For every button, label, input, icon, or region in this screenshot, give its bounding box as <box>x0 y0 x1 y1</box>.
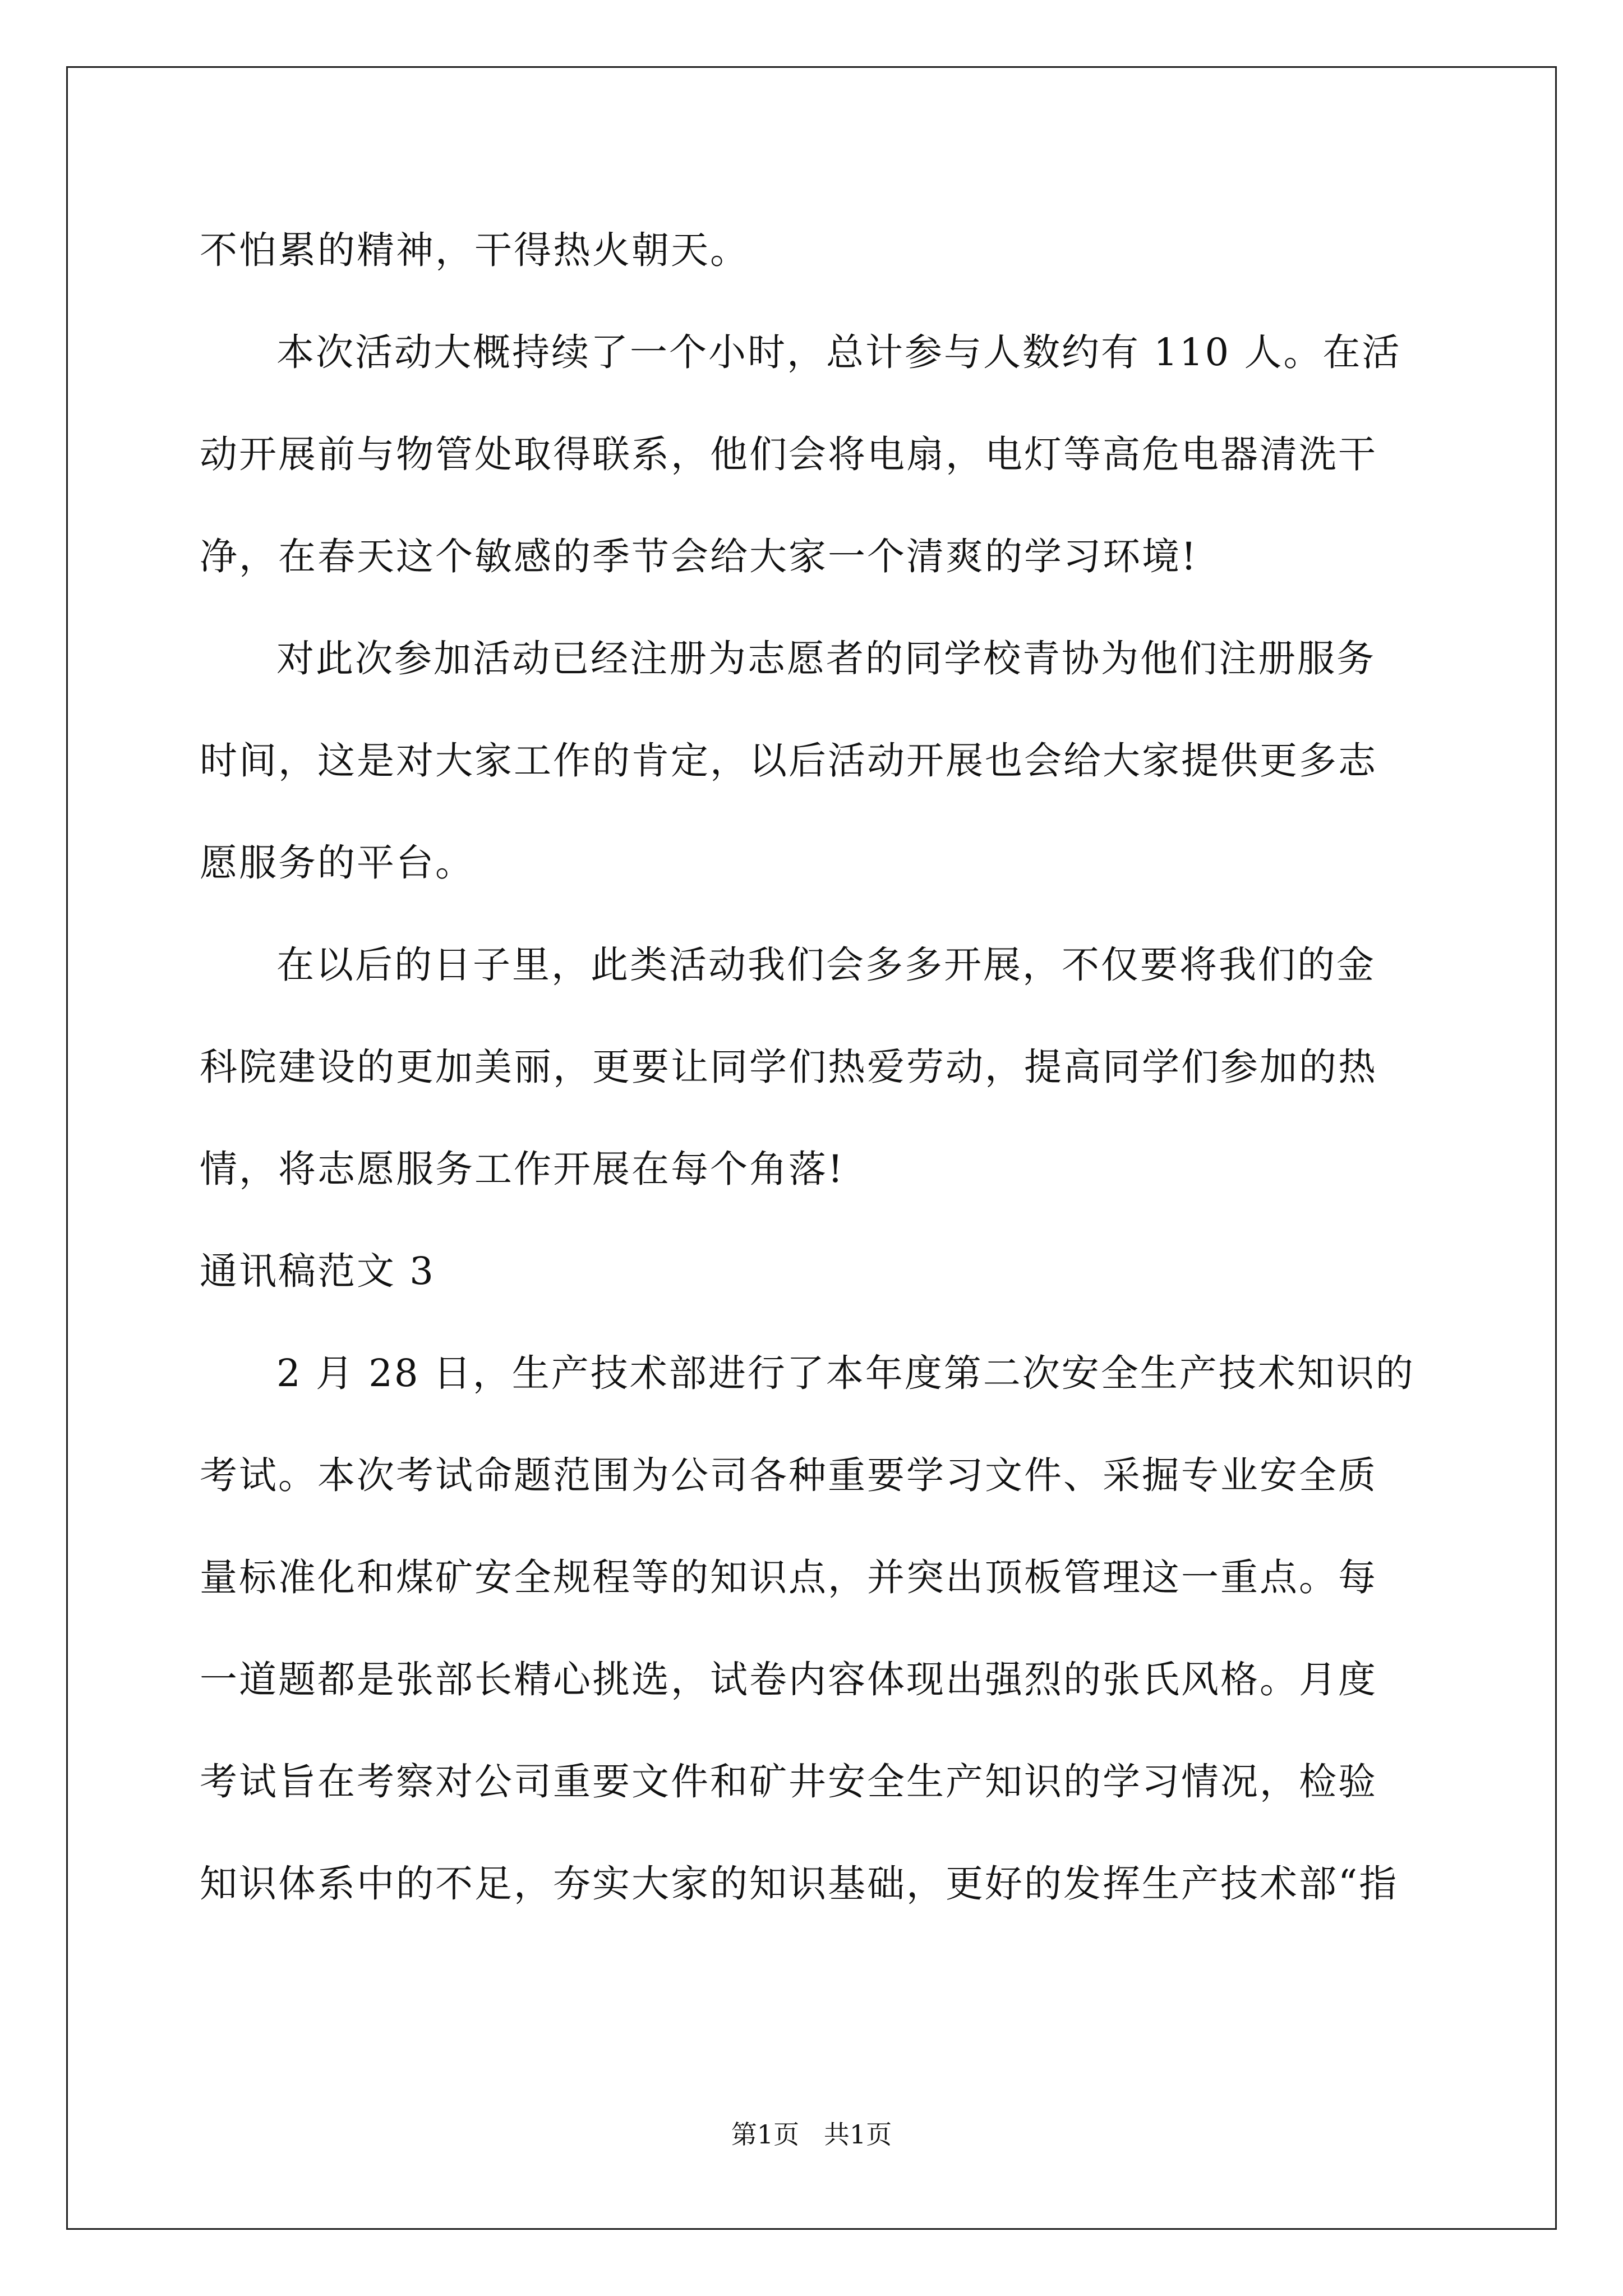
section-heading: 通讯稿范文 3 <box>200 1249 435 1293</box>
text-line: 情，将志愿服务工作开展在每个角落! <box>200 1147 845 1191</box>
text-line: 愿服务的平台。 <box>200 841 474 885</box>
text-line: 在以后的日子里，此类活动我们会多多开展，不仅要将我们的金 <box>276 943 1376 987</box>
text-line: 量标准化和煤矿安全规程等的知识点，并突出顶板管理这一重点。每 <box>200 1556 1377 1599</box>
text-line: 一道题都是张部长精心挑选，试卷内容体现出强烈的张氏风格。月度 <box>200 1658 1377 1701</box>
text-line: 考试。本次考试命题范围为公司各种重要学习文件、采掘专业安全质 <box>200 1453 1377 1497</box>
page-number-footer: 第1页 共1页 <box>731 2119 892 2150</box>
document-body <box>200 199 1428 1935</box>
text-line: 净，在春天这个敏感的季节会给大家一个清爽的学习环境! <box>200 535 1198 578</box>
text-line: 时间，这是对大家工作的肯定，以后活动开展也会给大家提供更多志 <box>200 739 1377 783</box>
text-line: 动开展前与物管处取得联系，他们会将电扇，电灯等高危电器清洗干 <box>200 432 1377 476</box>
text-line: 科院建设的更加美丽，更要让同学们热爱劳动，提高同学们参加的热 <box>200 1045 1377 1089</box>
text-line: 对此次参加活动已经注册为志愿者的同学校青协为他们注册服务 <box>276 637 1376 680</box>
text-line: 本次活动大概持续了一个小时，总计参与人数约有 110 人。在活 <box>276 330 1401 374</box>
text-line: 考试旨在考察对公司重要文件和矿井安全生产知识的学习情况，检验 <box>200 1760 1377 1803</box>
text-line: 不怕累的精神，干得热火朝天。 <box>200 228 749 272</box>
text-line: 知识体系中的不足，夯实大家的知识基础，更好的发挥生产技术部“指 <box>200 1862 1399 1906</box>
text-line: 2 月 28 日，生产技术部进行了本年度第二次安全生产技术知识的 <box>276 1351 1415 1395</box>
